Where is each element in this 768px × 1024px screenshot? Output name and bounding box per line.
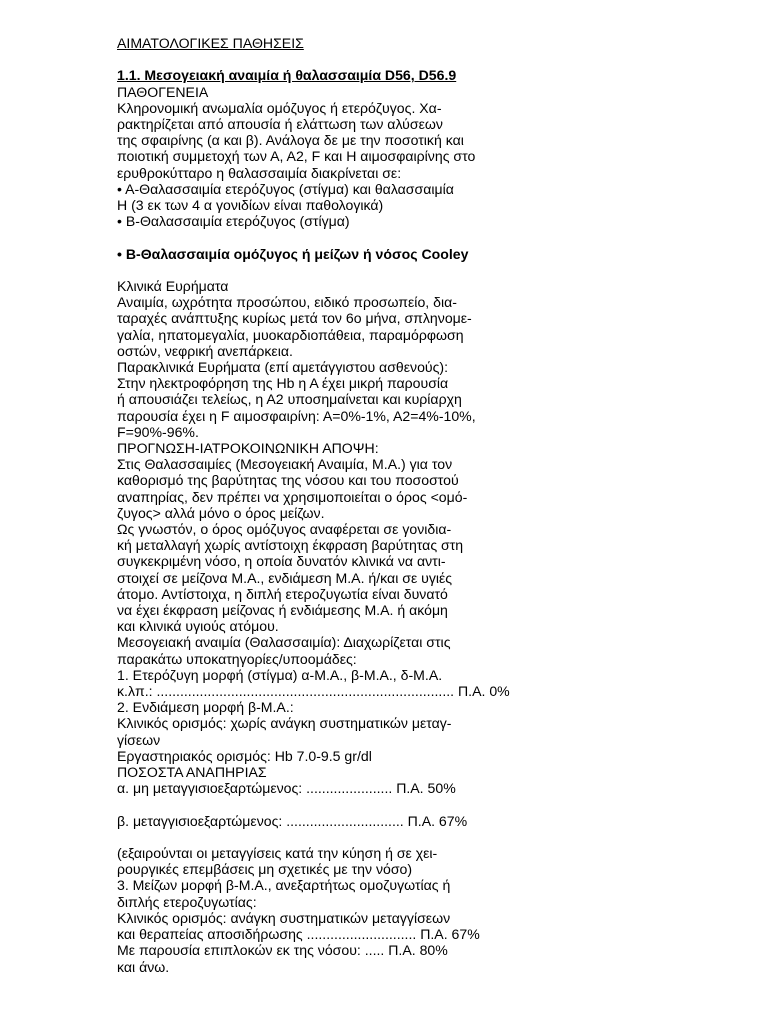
document-body (117, 35, 757, 975)
text-line: να έχει έκφραση μείζονας ή ενδιάμεσης Μ.Α. ή ακόμη (117, 602, 448, 619)
spacer (117, 51, 757, 67)
text-line: ΠΑΘΟΓΕΝΕΙΑ (117, 83, 209, 100)
spacer (117, 829, 757, 845)
document-title: ΑΙΜΑΤΟΛΟΓΙΚΕΣ ΠΑΘΗΣΕΙΣ (117, 35, 304, 51)
text-line: ΠΟΣΟΣΤΑ ΑΝΑΠΗΡΙΑΣ (117, 764, 267, 781)
text-line: διπλής ετεροζυγωτίας: (117, 893, 257, 910)
text-line: • Β-Θαλασσαιμία ετερόζυγος (στίγμα) (117, 213, 350, 230)
text-line: Κλινικός ορισμός: ανάγκη συστηματικών μεταγγίσεων (117, 909, 451, 926)
text-line: Η (3 εκ των 4 α γονιδίων είναι παθολογικά) (117, 197, 384, 214)
text-line: F=90%-96%. (117, 423, 199, 440)
text-line: της σφαιρίνης (α και β). Ανάλογα δε με την ποσοτική και (117, 132, 464, 149)
text-line: Παρακλινικά Ευρήματα (επί αμετάγγιστου ασθενούς): (117, 359, 449, 376)
text-line: παρουσία έχει η F αιμοσφαιρίνη: Α=0%-1%, Α2=4%-10%, (117, 407, 476, 424)
text-line: οστών, νεφρική ανεπάρκεια. (117, 342, 293, 359)
text-line: ρακτηρίζεται από απουσία ή ελάττωση των αλύσεων (117, 116, 443, 132)
text-line: Κλινικά Ευρήματα (117, 278, 229, 294)
spacer (117, 262, 757, 278)
text-line: παρακάτω υποκατηγορίες/υποομάδες: (117, 650, 357, 667)
spacer (117, 797, 757, 813)
text-line: και κλινικά υγιούς ατόμου. (117, 618, 279, 635)
bold-subheading: • Β-Θαλασσαιμία ομόζυγος ή μείζων ή νόσος Cooley (117, 245, 469, 262)
text-line: Κλινικός ορισμός: χωρίς ανάγκη συστηματικών μεταγ- (117, 715, 452, 732)
text-line: κή μεταλλαγή χωρίς αντίστοιχη έκφραση βαρύτητας στη (117, 537, 464, 554)
text-line: Στην ηλεκτροφόρηση της Hb η Α έχει μικρή παρουσία (117, 375, 449, 392)
text-line: ερυθροκύτταρο η θαλασσαιμία διακρίνεται σε: (117, 164, 402, 181)
text-line: β. μεταγγισιοεξαρτώμενος: .............................. Π.Α. 67% (117, 812, 468, 829)
text-line: Εργαστηριακός ορισμός: Hb 7.0-9.5 gr/dl (117, 747, 372, 764)
text-line: ζυγος> αλλά μόνο ο όρος μείζων. (117, 504, 325, 521)
text-line: Με παρουσία επιπλοκών εκ της νόσου: ..... Π.Α. 80% (117, 942, 448, 959)
text-line: α. μη μεταγγισιοεξαρτώμενος: ...................... Π.Α. 50% (117, 780, 456, 797)
section-heading: 1.1. Μεσογειακή αναιμία ή θαλασσαιμία D56, D56.9 (117, 67, 457, 84)
text-line: (εξαιρούνται οι μεταγγίσεις κατά την κύηση ή σε χει- (117, 845, 438, 862)
text-line: συγκεκριμένη νόσο, η οποία δυνατόν κλινικά να αντι- (117, 553, 446, 570)
text-line: 1. Ετερόζυγη μορφή (στίγμα) α-Μ.Α., β-Μ.Α., δ-Μ.Α. (117, 666, 443, 683)
text-line: • Α-Θαλασσαιμία ετερόζυγος (στίγμα) και θαλασσαιμία (117, 180, 454, 197)
text-line: καθορισμό της βαρύτητας της νόσου και του ποσοστού (117, 472, 459, 489)
major-form-block (117, 845, 757, 975)
text-line: και θεραπείας αποσιδήρωσης ............................ Π.Α. 67% (117, 926, 480, 943)
text-line: στοιχεί σε μείζονα Μ.Α., ενδιάμεση Μ.Α. ή/και σε υγιές (117, 569, 453, 586)
text-line: ΠΡΟΓΝΩΣΗ-ΙΑΤΡΟΚΟΙΝΩΝΙΚΗ ΑΠΟΨΗ: (117, 440, 379, 457)
text-line: ποιοτική συμμετοχή των Α, Α2, F και Η αιμοσφαιρίνης στο (117, 148, 476, 165)
text-line: 2. Ενδιάμεση μορφή β-Μ.Α.: (117, 699, 294, 716)
spacer (117, 229, 757, 245)
text-line: Στις Θαλασσαιμίες (Μεσογειακή Αναιμία, Μ.Α.) για τον (117, 456, 453, 473)
text-line: και άνω. (117, 958, 170, 975)
text-line: Μεσογειακή αναιμία (Θαλασσαιμία): Διαχωρίζεται στις (117, 634, 451, 651)
pathogenesis-block (117, 84, 757, 230)
text-line: ή απουσιάζει τελείως, η Α2 υποσημαίνεται και κυρίαρχη (117, 391, 462, 408)
text-line: αναπηρίας, δεν πρέπει να χρησιμοποιείται ο όρος <ομό- (117, 488, 468, 505)
text-line: 3. Μείζων μορφή β-Μ.Α., ανεξαρτήτως ομοζυγωτίας ή (117, 877, 451, 894)
clinical-findings-block (117, 278, 757, 797)
text-line: γαλία, ηπατομεγαλία, μυοκαρδιοπάθεια, παραμόρφωση (117, 326, 464, 343)
text-line: κ.λπ.: ............................................................................ Π.Α. 0% (117, 683, 510, 700)
text-line: Αναιμία, ωχρότητα προσώπου, ειδικό προσωπείο, δια- (117, 294, 457, 311)
text-line: ρουργικές επεμβάσεις μη σχετικές με την νόσο) (117, 861, 413, 878)
transfusion-dependent-block (117, 813, 757, 829)
text-line: ταραχές ανάπτυξης κυρίως μετά τον 6ο μήνα, σπληνομε- (117, 310, 472, 327)
text-line: άτομο. Αντίστοιχα, η διπλή ετεροζυγωτία είναι δυνατό (117, 585, 448, 602)
text-line: Ως γνωστόν, ο όρος ομόζυγος αναφέρεται σε γονιδια- (117, 521, 452, 538)
text-line: γίσεων (117, 731, 161, 748)
text-line: Κληρονομική ανωμαλία ομόζυγος ή ετερόζυγος. Χα- (117, 99, 442, 116)
